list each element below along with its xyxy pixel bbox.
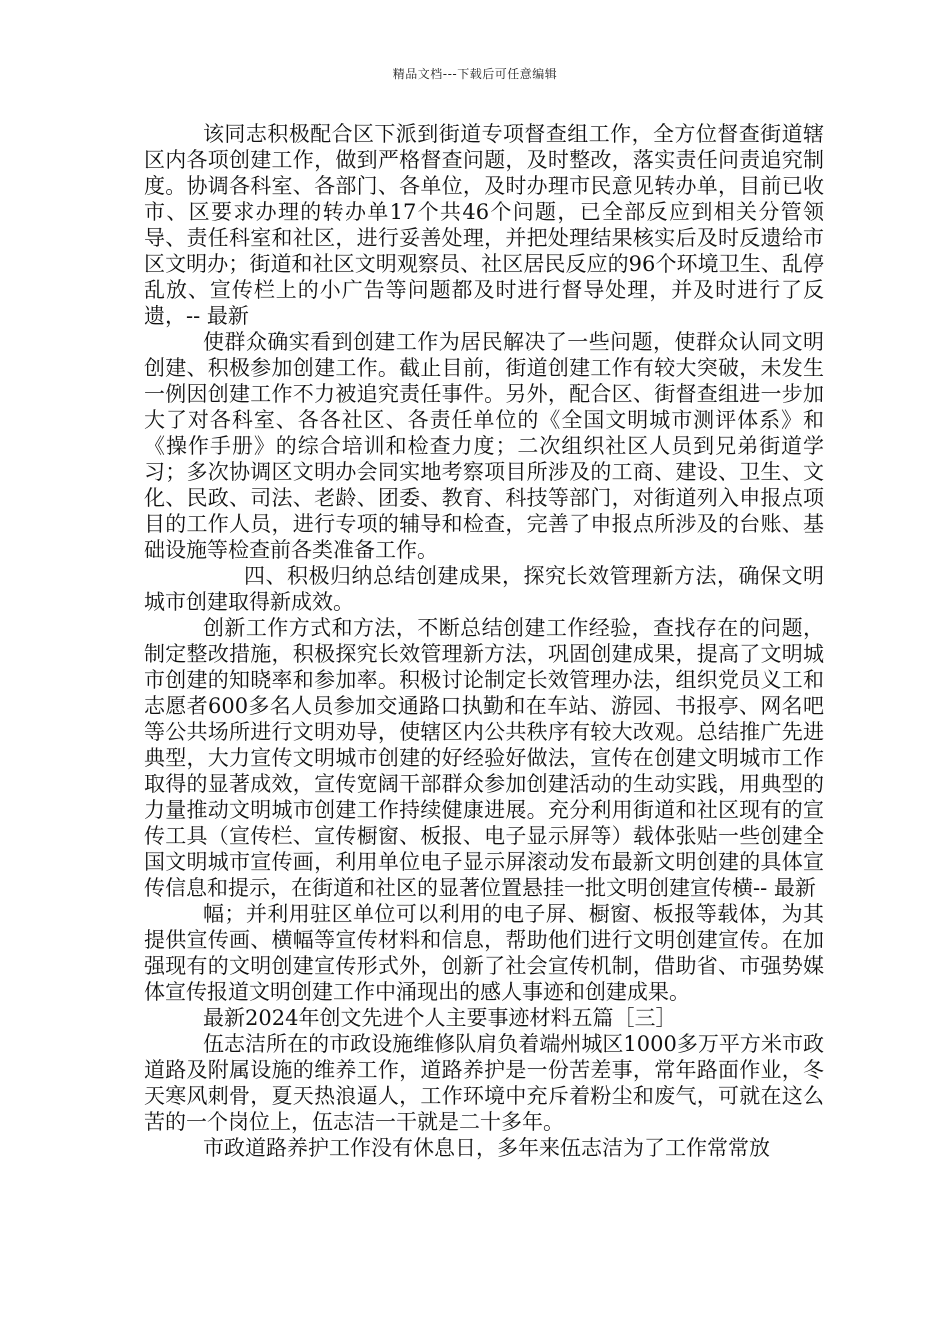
paragraph-results: 使群众确实看到创建工作为居民解决了一些问题，使群众认同文明创建、积极参加创建工作。截止目前，街道创建工作有较大突破，未发生一例因创建工作不力被追究责任事件。另外，配合区、街督查组进一步加大了对各科室、各各社区、各责任单位的《全国文明城市测评体系》和《操作手册》的综合培训和检查力度；二次组织社区人员到兄弟街道学习；多次协调区文明办会同实地考察项目所涉及的工商、建设、卫生、文化、民政、司法、老龄、团委、教育、科技等部门，对街道列入申报点项目的工作人员，进行专项的辅导和检查，完善了申报点所涉及的台账、基础设施等检查前各类准备工作。 <box>144 330 824 562</box>
paragraph-innovation: 创新工作方式和方法，不断总结创建工作经验，查找存在的问题，制定整改措施，积极探究长效管理新方法，巩固创建成果，提高了文明城市创建的知晓率和参加率。积极讨论制定长效管理办法，组织党员义工和志愿者600多名人员参加交通路口执勤和在车站、游园、书报亭、网名吧等公共场所进行文明劝导，使辖区内公共秩序有较大改观。总结推广先进典型，大力宣传文明城市创建的好经验好做法，宣传在创建文明城市工作取得的显著成效，宣传宽阔干部群众参加创建活动的生动实践，用典型的力量推动文明城市创建工作持续健康进展。充分利用街道和社区现有的宣传工具（宣传栏、宣传橱窗、板报、电子显示屏等）载体张贴一些创建全国文明城市宣传画，利用单位电子显示屏滚动发布最新文明创建的具体宣传信息和提示，在街道和社区的显著位置悬挂一批文明创建宣传横-- 最新 <box>144 616 824 900</box>
paragraph-supervision: 该同志积极配合区下派到街道专项督查组工作，全方位督查街道辖区内各项创建工作，做到严格督查问题，及时整改，落实责任问责追究制度。协调各科室、各部门、各单位，及时办理市民意见转办单，目前已收市、区要求办理的转办单17个共46个问题，已全部反应到相关分管领导、责任科室和社区，进行妥善处理，并把处理结果核实后及时反遗给市区文明办；街道和社区文明观察员、社区居民反应的96个环境卫生、乱停乱放、宣传栏上的小广告等问题都及时进行督导处理，并及时进行了反遗，-- 最新 <box>144 122 824 328</box>
paragraph-wu-zhijie: 伍志洁所在的市政设施维修队肩负着端州城区1000多万平方米市政道路及附属设施的维养工作，道路养护是一份苦差事，常年路面作业，冬天寒风刺骨，夏天热浪逼人，工作环境中充斥着粉尘和废气，可就在这么苦的一个岗位上，伍志洁一干就是二十多年。 <box>144 1032 824 1134</box>
section-heading-four: 四、积极归纳总结创建成果，探究长效管理新方法，确保文明城市创建取得新成效。 <box>144 564 824 614</box>
section-title-three: 最新2024年创文先进个人主要事迹材料五篇［三］ <box>203 1006 677 1030</box>
document-body <box>144 121 824 1161</box>
paragraph-banners: 幅；并利用驻区单位可以利用的电子屏、橱窗、板报等载体，为其提供宣传画、横幅等宣传材料和信息，帮助他们进行文明创建宣传。在加强现有的文明创建宣传形式外，创新了社会宣传机制，借助省、市强势媒体宣传报道文明创建工作中涌现出的感人事迹和创建成果。 <box>144 902 824 1004</box>
page-header: 精品文档---下载后可任意编辑 <box>392 67 558 81</box>
paragraph-no-rest: 市政道路养护工作没有休息日，多年来伍志洁为了工作常常放 <box>203 1136 770 1160</box>
